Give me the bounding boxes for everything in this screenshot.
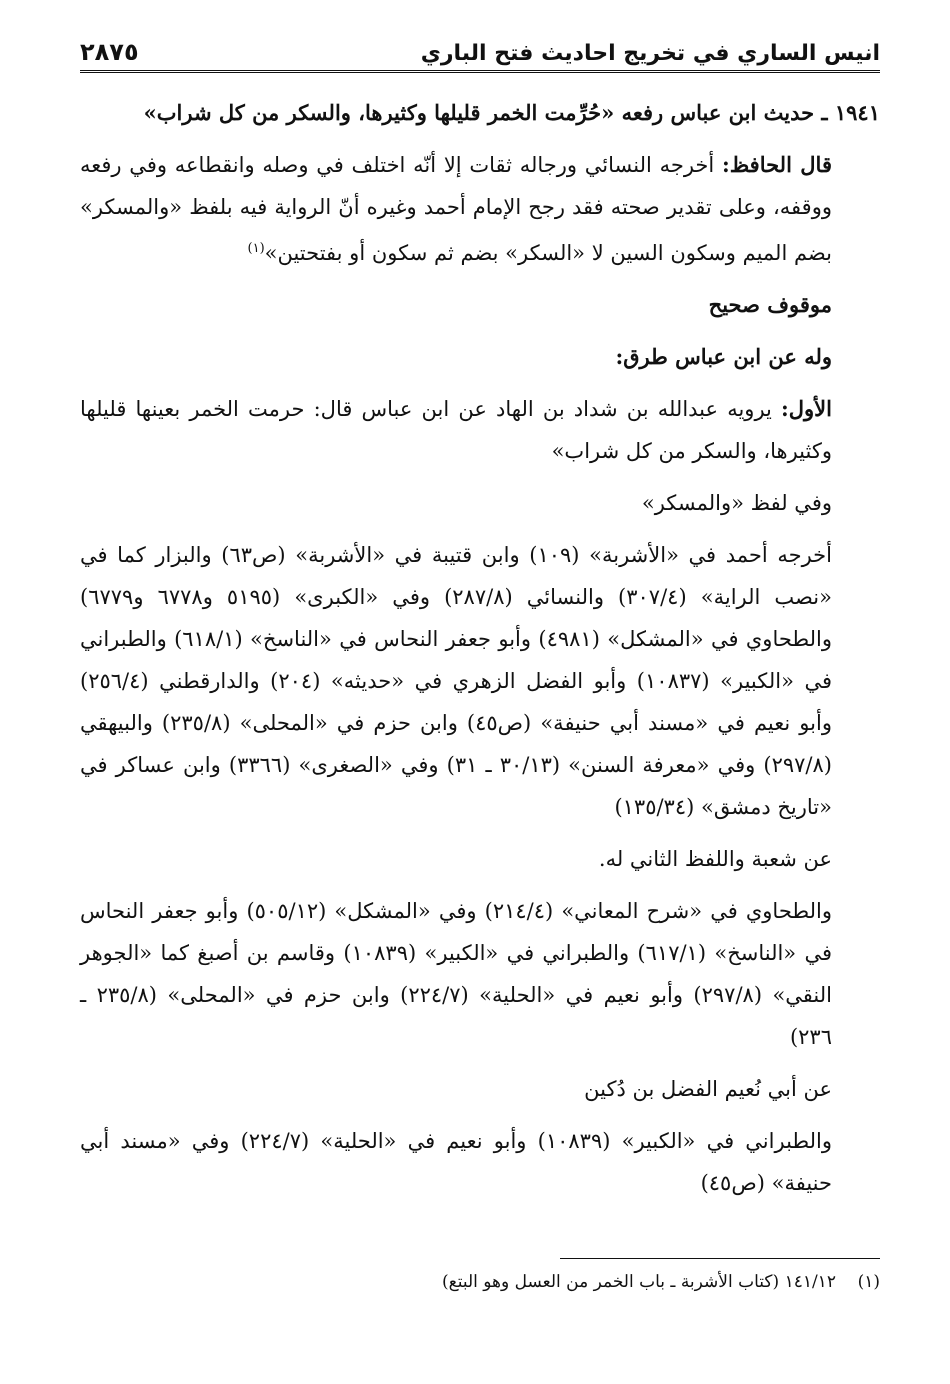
book-title: انيس الساري في تخريج احاديث فتح الباري bbox=[420, 41, 880, 66]
footnote-ref: (١) bbox=[247, 241, 265, 256]
first-route bbox=[80, 388, 880, 472]
hadith-entry bbox=[80, 92, 880, 134]
footnote-text: ١٤١/١٢ (كتاب الأشربة ـ باب الخمر من العسل وهو البتع) bbox=[442, 1272, 836, 1292]
takhrij-paragraph-1: أخرجه أحمد في «الأشربة» (١٠٩) وابن قتيبة في «الأشربة» (ص٦٣) والبزار كما في «نصب الراية» (٣٠٧/٤) والنسائي (٢٨٧/٨) وفي «الكبرى» (٥١٩٥ و٦٧٧٨ و٦٧٧٩) والطحاوي في «المشكل» (٤٩٨١) وأبو جعفر النحاس في «الناسخ» (٦١٨/١) والطبراني في «الكبير» (١٠٨٣٧) وأبو الفضل الزهري في «حديثه» (٢٠٤) والدارقطني (٢٥٦/٤) وأبو نعيم في «مسند أبي حنيفة» (ص٤٥) وابن حزم في «المحلى» (٢٣٥/٨) والبيهقي (٢٩٧/٨) وفي «معرفة السنن» (٣٠/١٣ ـ ٣١) وفي «الصغرى» (٣٣٦٦) وابن عساكر في «تاريخ دمشق» (١٣٥/٣٤) bbox=[80, 543, 833, 819]
hafiz-text: أخرجه النسائي ورجاله ثقات إلا أنّه اختلف في وصله وانقطاعه وفي رفعه ووقفه، وعلى تقدير صحته فقد رجح الإمام أحمد وغيره أنّ الرواية فيه بلفظ «والمسكر» بضم الميم وسكون السين لا «السكر» بضم ثم سكون أو بفتحتين» bbox=[80, 153, 832, 265]
footnote bbox=[80, 1266, 880, 1298]
takhrij-paragraph-2: والطحاوي في «شرح المعاني» (٢١٤/٤) وفي «المشكل» (٥٠٥/١٢) وأبو جعفر النحاس في «الناسخ» (٦١٧/١) والطبراني في «الكبير» (١٠٨٣٩) وقاسم بن أصبغ كما «الجوهر النقي» (٢٩٧/٨) وأبو نعيم في «الحلية» (٢٢٤/٧) وابن حزم في «المحلى» (٢٣٥/٨ ـ ٢٣٦) bbox=[80, 899, 833, 1049]
shuba-note: عن شعبة واللفظ الثاني له. bbox=[598, 847, 832, 871]
abu-nuaym-note: عن أبي نُعيم الفضل بن دُكين bbox=[584, 1077, 832, 1101]
running-header bbox=[80, 30, 880, 73]
page-number: ٢٨٧٥ bbox=[80, 38, 139, 66]
main-text bbox=[80, 92, 880, 1204]
footnote-separator bbox=[560, 1258, 880, 1259]
first-route-text: يرويه عبدالله بن شداد بن الهاد عن ابن عباس قال: حرمت الخمر بعينها قليلها وكثيرها، والسكر من كل شراب» bbox=[80, 397, 832, 463]
first-route-label: الأول: bbox=[781, 396, 832, 421]
hafiz-paragraph bbox=[80, 144, 880, 274]
wording-note: وفي لفظ «والمسكر» bbox=[641, 491, 832, 515]
hafiz-label: قال الحافظ: bbox=[722, 152, 832, 177]
hadith-number: ١٩٤١ ـ حديث ابن عباس رفعه bbox=[621, 100, 880, 125]
routes-heading: وله عن ابن عباس طرق: bbox=[615, 344, 832, 369]
verdict: موقوف صحيح bbox=[708, 292, 832, 317]
footnote-marker: (١) bbox=[857, 1272, 880, 1292]
hadith-text: «حُرِّمت الخمر قليلها وكثيرها، والسكر من كل شراب» bbox=[143, 100, 615, 125]
takhrij-paragraph-3: والطبراني في «الكبير» (١٠٨٣٩) وأبو نعيم في «الحلية» (٢٢٤/٧) وفي «مسند أبي حنيفة» (ص٤٥) bbox=[80, 1129, 833, 1195]
